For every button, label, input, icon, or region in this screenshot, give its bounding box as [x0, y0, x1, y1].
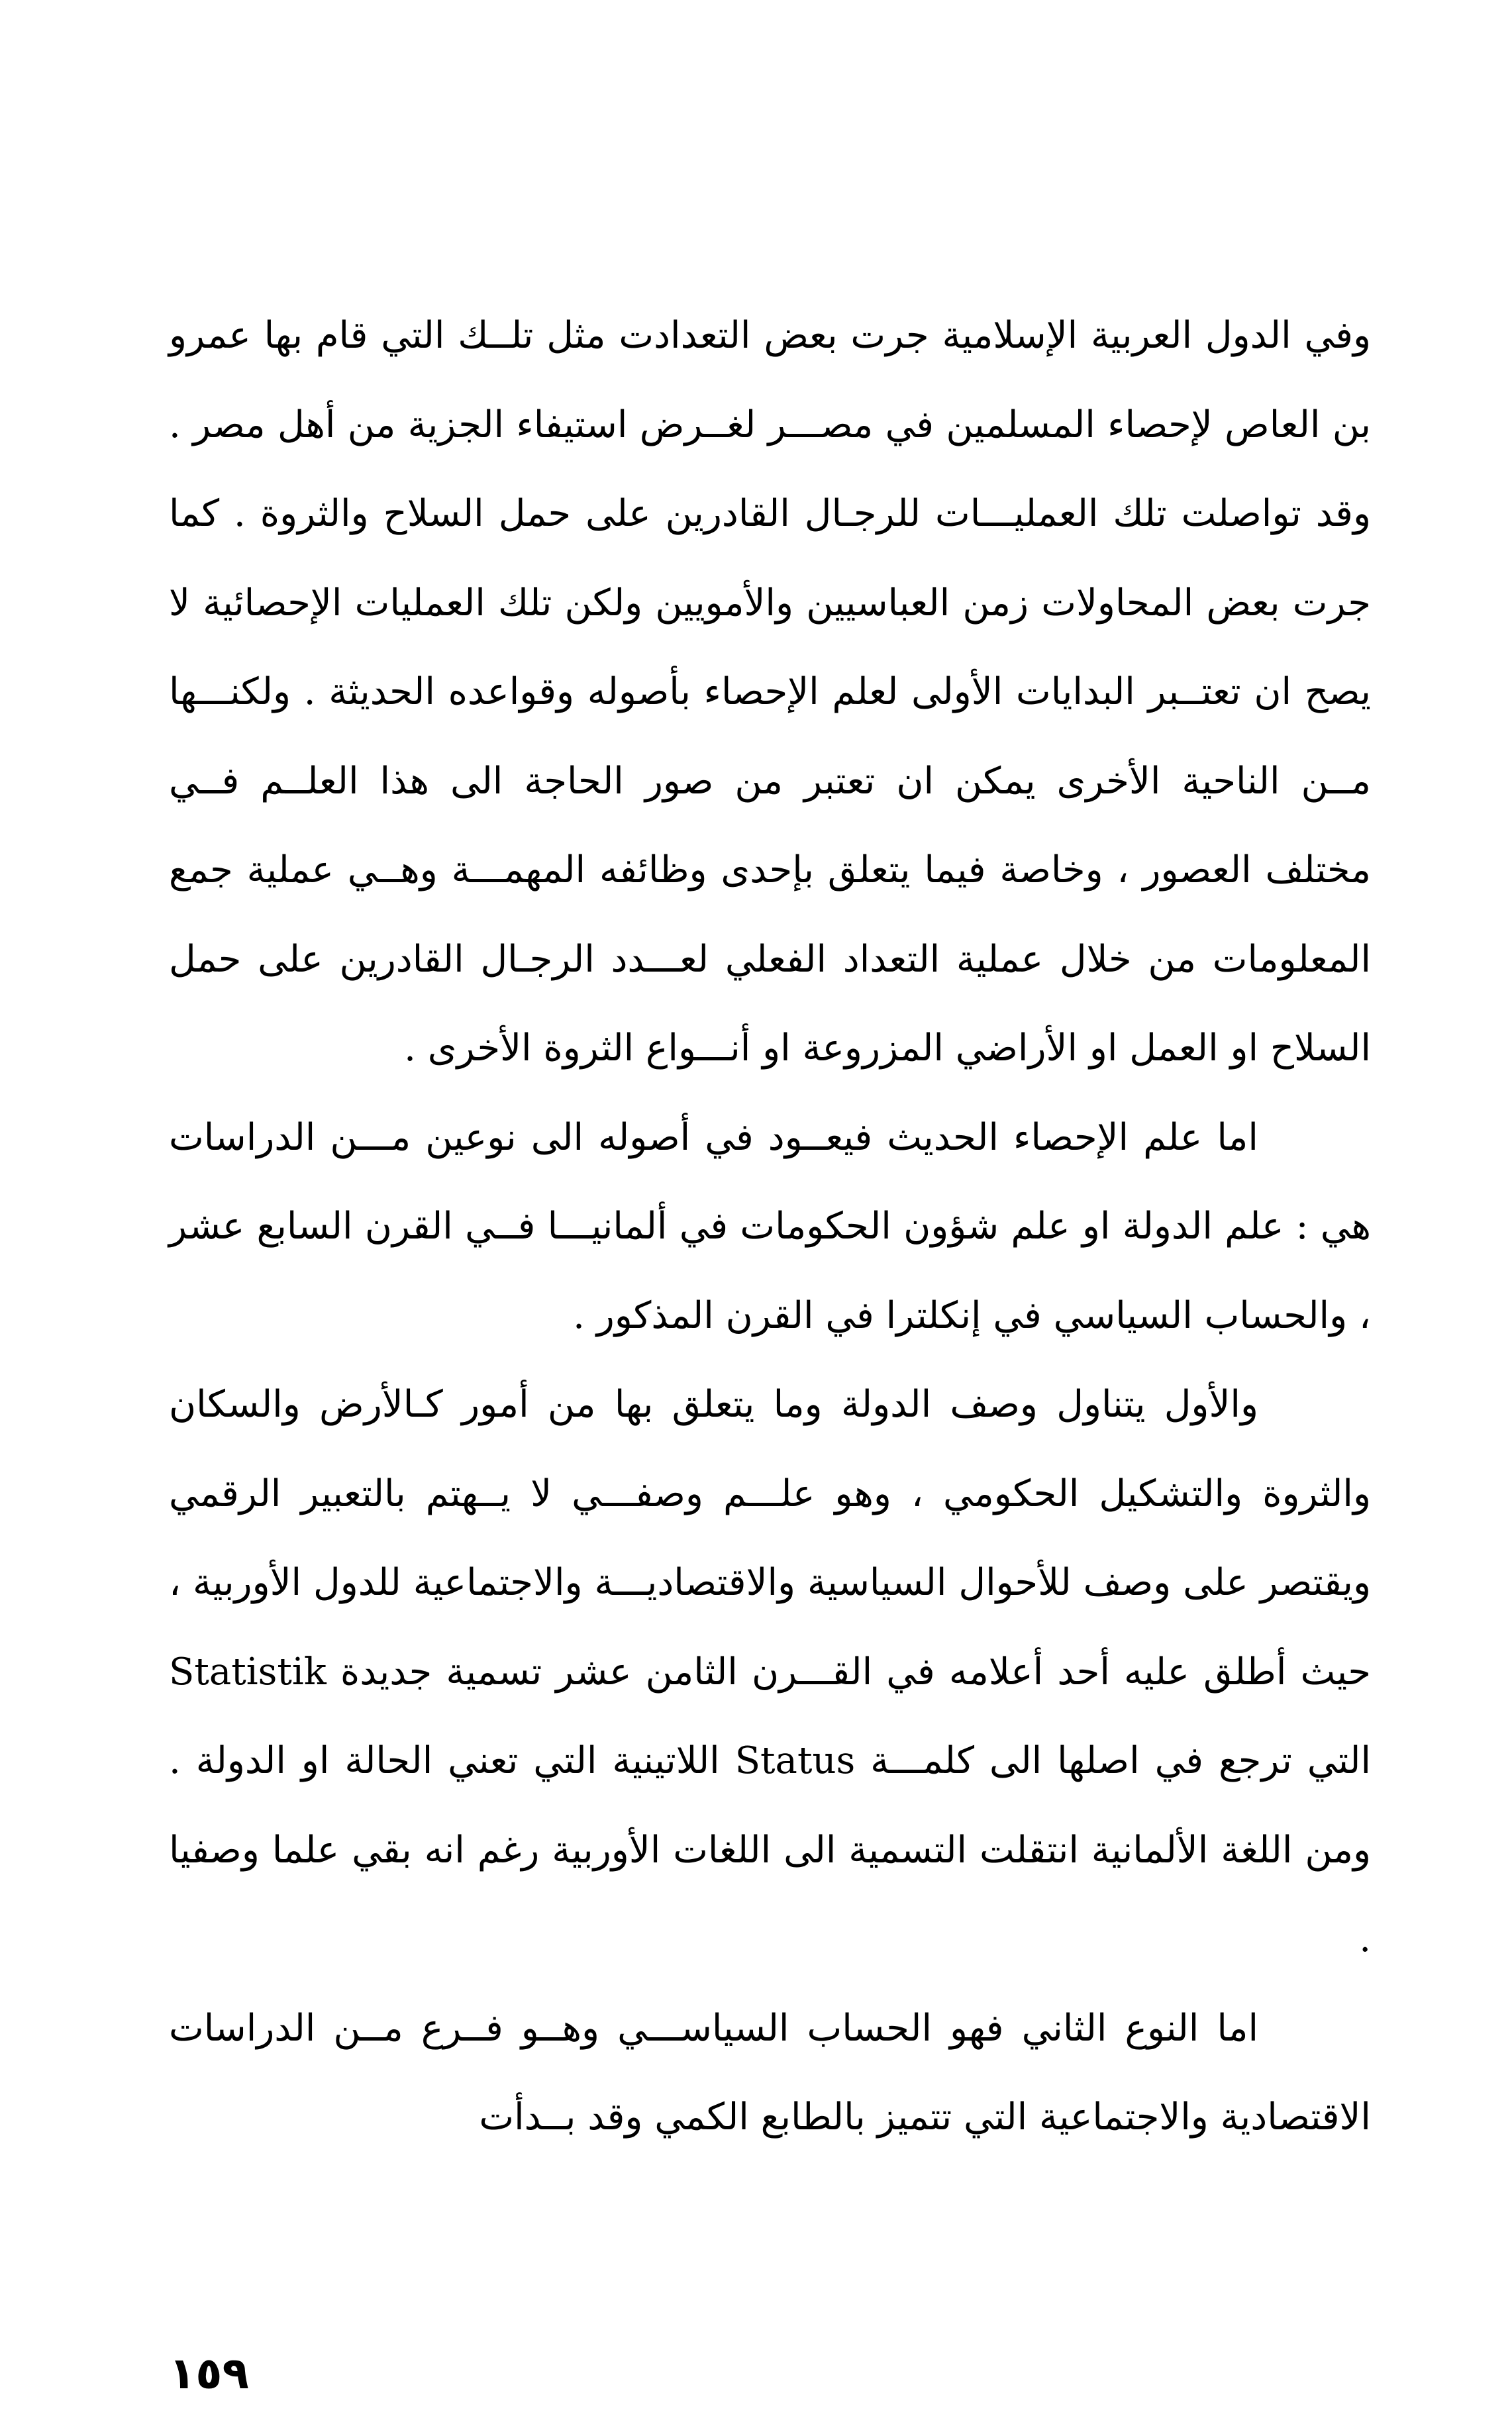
- paragraph-4: اما النوع الثاني فهو الحساب السياســـي وهــو فــرع مــن الدراسات الاقتصادية والاجتماعية التي تتميز بالطابع الكمي وقد بــدأت: [169, 2006, 1371, 2139]
- page-number: ١٥٩: [169, 2348, 249, 2399]
- body-text: [169, 291, 1371, 2162]
- paragraph-3: والأول يتناول وصف الدولة وما يتعلق بها من أمور كـالأرض والسكان والثروة والتشكيل الحكومي ، وهو علـــم وصفـــي لا يــهتم بالتعبير الرقمي ويقتصر على وصف للأحوال السياسية والاقتصاديـــة والاجتماعية للدول الأوربية ، حيث أطلق عليه أحد أعلامه في القـــرن الثامن عشر تسمية جديدة Statistik التي ترجع في اصلها الى كلمـــة Status اللاتينية التي تعني الحالة او الدولة . ومن اللغة الألمانية انتقلت التسمية الى اللغات الأوربية رغم انه بقي علما وصفيا .: [169, 1383, 1372, 1960]
- paragraph-2: اما علم الإحصاء الحديث فيعــود في أصوله الى نوعين مـــن الدراسات هي : علم الدولة او علم شؤون الحكومات في ألمانيـــا فــي القرن السابع عشر ، والحساب السياسي في إنكلترا في القرن المذكور .: [169, 1115, 1371, 1337]
- paragraph-1: وفي الدول العربية الإسلامية جرت بعض التعدادت مثل تلــك التي قام بها عمرو بن العاص لإحصاء المسلمين في مصـــر لغــرض استيفاء الجزية من أهل مصر . وقد تواصلت تلك العمليـــات للرجـال القادرين على حمل السلاح والثروة . كما جرت بعض المحاولات زمن العباسيين والأمويين ولكن تلك العمليات الإحصائية لا يصح ان تعتــبر البدايات الأولى لعلم الإحصاء بأصوله وقواعده الحديثة . ولكنـــها مــن الناحية الأخرى يمكن ان تعتبر من صور الحاجة الى هذا العلــم فــي مختلف العصور ، وخاصة فيما يتعلق بإحدى وظائفه المهمـــة وهــي عملية جمع المعلومات من خلال عملية التعداد الفعلي لعـــدد الرجـال القادرين على حمل السلاح او العمل او الأراضي المزروعة او أنـــواع الثروة الأخرى .: [169, 314, 1372, 1070]
